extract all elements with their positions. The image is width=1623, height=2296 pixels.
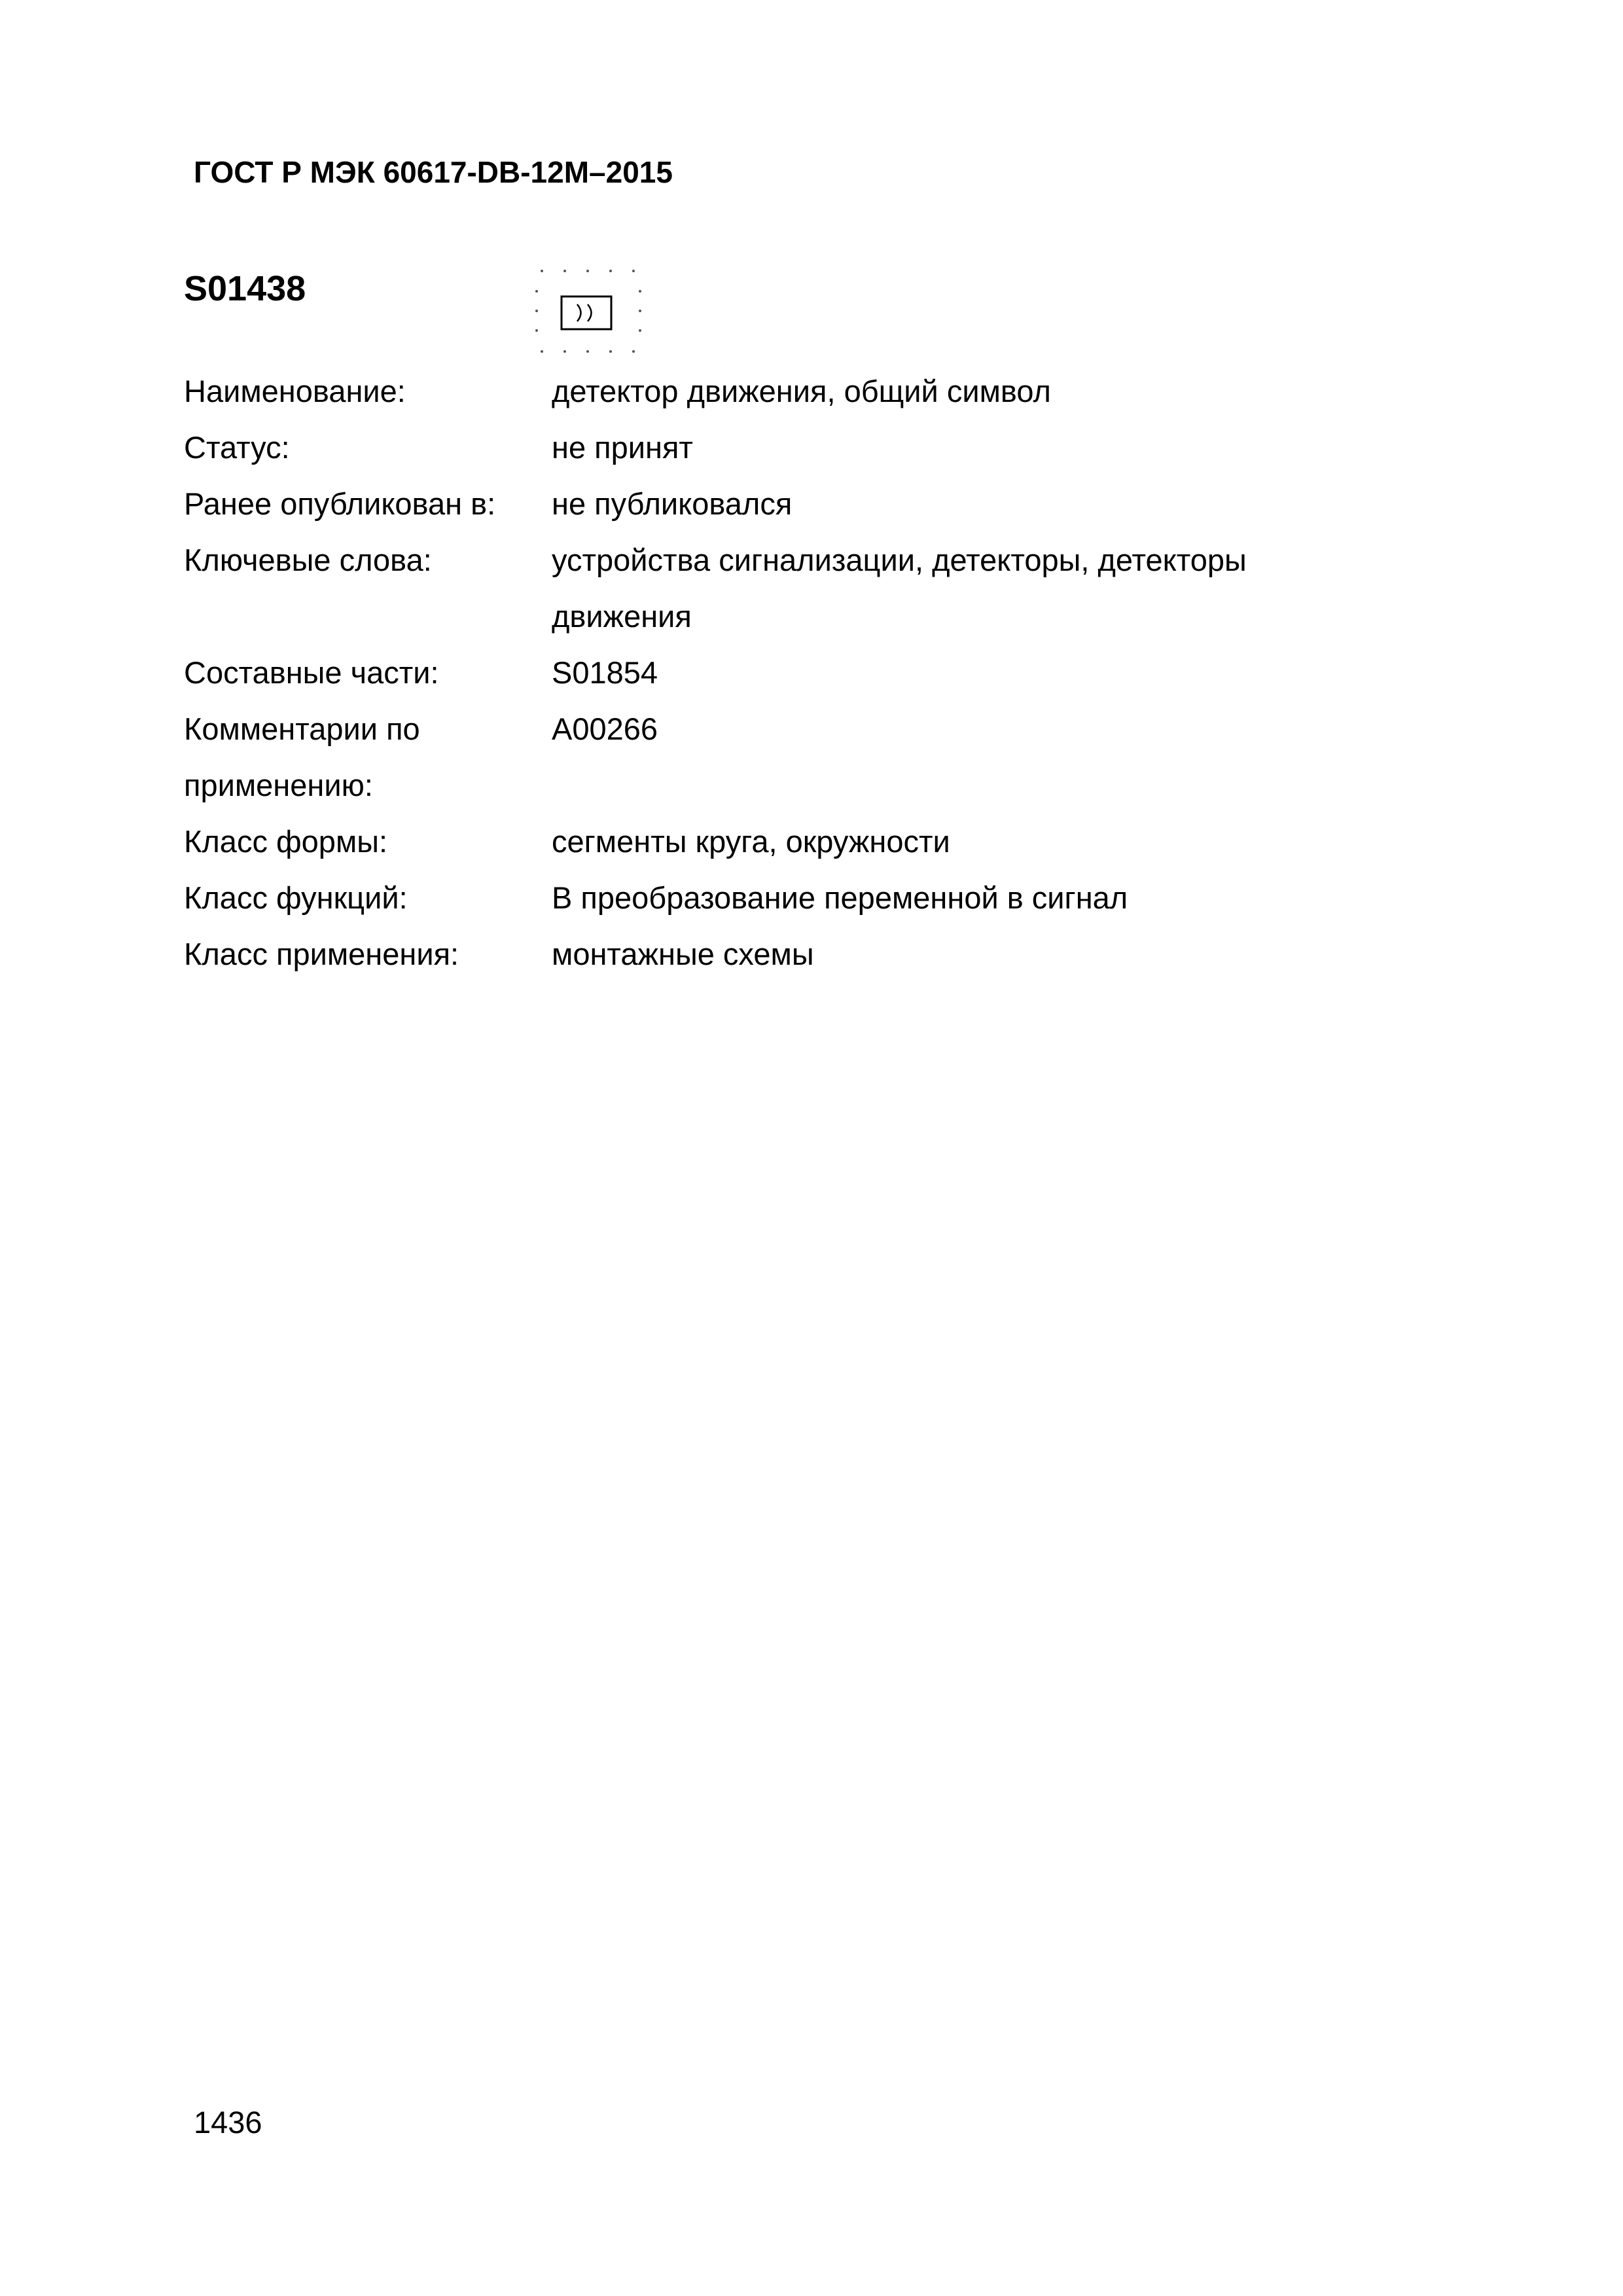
property-row-previously-published	[184, 476, 1427, 532]
document-header: ГОСТ Р МЭК 60617-DB-12M–2015	[194, 155, 673, 189]
property-value: сегменты круга, окружности	[552, 824, 950, 859]
property-row-status	[184, 420, 1427, 476]
page-number: 1436	[194, 2105, 262, 2140]
property-value: S01854	[552, 655, 658, 690]
property-label: Класс формы:	[184, 824, 388, 859]
property-value: не публиковался	[552, 486, 793, 521]
property-label: Составные части:	[184, 655, 439, 690]
property-value: B преобразование переменной в сигнал	[552, 880, 1128, 915]
property-label: Комментарии по применению:	[184, 711, 420, 802]
property-label: Ранее опубликован в:	[184, 486, 496, 521]
property-row-application-notes	[184, 701, 1427, 814]
property-label: Наименование:	[184, 374, 406, 408]
property-row-application-class	[184, 926, 1427, 982]
property-row-shape-class	[184, 814, 1427, 870]
symbol-properties	[184, 363, 1427, 982]
property-label: Класс применения:	[184, 937, 459, 971]
property-label: Статус:	[184, 430, 290, 465]
symbol-id: S01438	[184, 269, 306, 308]
property-label: Ключевые слова:	[184, 543, 432, 577]
property-row-function-class	[184, 870, 1427, 926]
property-label: Класс функций:	[184, 880, 408, 915]
motion-detector-symbol-icon	[535, 268, 647, 357]
property-value: не принят	[552, 430, 693, 465]
property-row-keywords	[184, 532, 1427, 645]
property-row-name	[184, 363, 1427, 420]
property-value: детектор движения, общий символ	[552, 374, 1051, 408]
property-value: монтажные схемы	[552, 937, 814, 971]
property-row-components	[184, 645, 1427, 701]
property-value: устройства сигнализации, детекторы, детекторы движения	[552, 543, 1247, 634]
property-value: A00266	[552, 711, 658, 746]
